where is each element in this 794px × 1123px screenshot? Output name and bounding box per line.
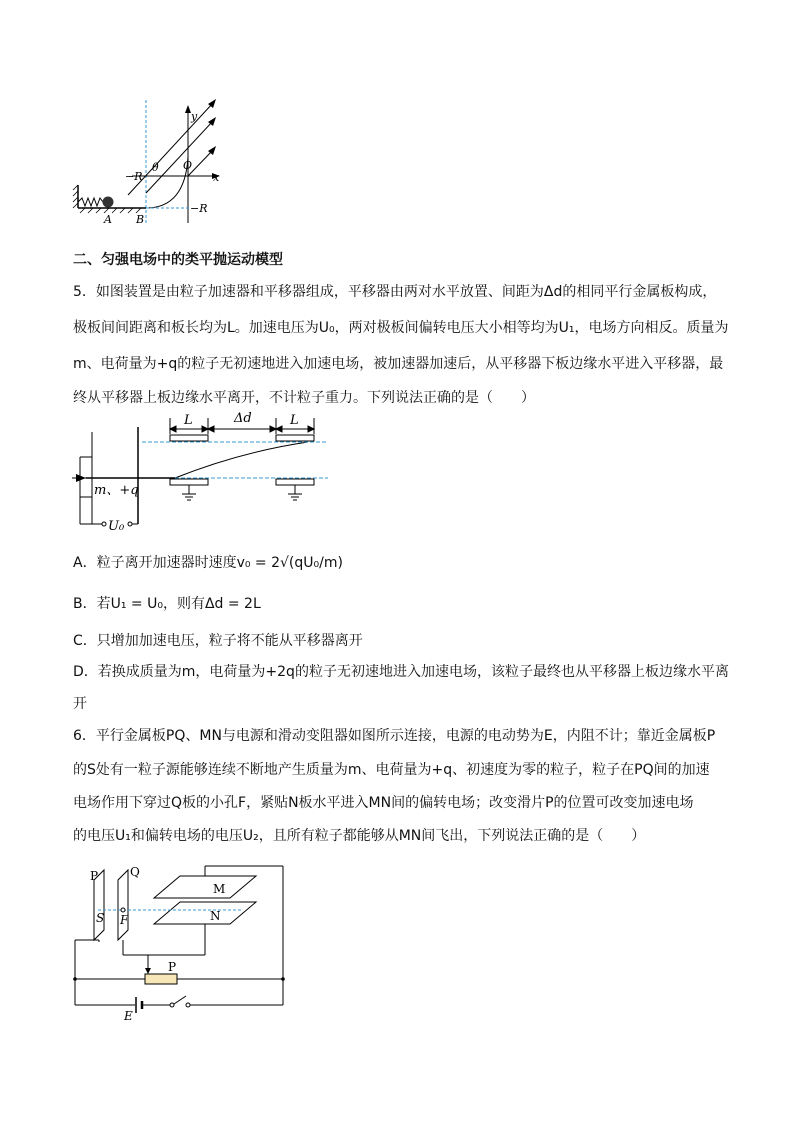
label-b: B [136,213,145,226]
label-l-second: L [290,413,299,428]
q6-line-3: 电场作用下穿过Q板的小孔F，紧贴N板水平进入MN间的偏转电场；改变滑片P的位置可改变加速电场 [73,795,694,811]
label-emf-e: E [124,1009,133,1022]
figure-plates-circuit [70,862,295,1022]
q5-line-2: 极板间间距离和板长均为L。加速电压为U₀，两对极板间偏转电压大小相等均为U₁，电场方向相反。质量为 [73,320,729,336]
label-source-s: S [96,911,105,925]
q5-line-4: 终从平移器上板边缘水平离开，不计粒子重力。下列说法正确的是（ ） [73,390,535,406]
label-plate-m: M [213,882,226,896]
label-u0: U₀ [108,519,125,534]
figure-trajectory [70,95,240,230]
label-origin: O [183,159,193,172]
section-heading: 二、匀强电场中的类平抛运动模型 [73,252,283,268]
label-plate-q: Q [130,865,140,879]
q5-option-d-line-2: 开 [73,696,87,712]
label-delta-d: Δd [234,412,252,426]
label-y: y [191,110,198,123]
q5-option-b: B．若U₁ = U₀，则有Δd = 2L [73,596,261,612]
label-a: A [104,213,112,226]
figure-accelerator-translator [70,412,340,537]
label-slider-p: P [168,960,177,974]
label-neg-r-left: −R [125,170,143,183]
q5-line-3: m、电荷量为+q的粒子无初速地进入加速电场，被加速器加速后，从平移器下板边缘水平进入平移器，最 [73,356,724,372]
label-neg-r-right: −R [190,202,208,215]
label-theta: θ [152,161,159,174]
label-hole-f: F [120,913,129,927]
q6-line-4: 的电压U₁和偏转电场的电压U₂，且所有粒子都能够从MN间飞出，下列说法正确的是（ ） [73,828,646,844]
label-plate-n: N [210,909,221,923]
label-l-first: L [184,413,193,428]
label-plate-p: P [90,869,99,883]
q5-option-c: C．只增加加速电压，粒子将不能从平移器离开 [73,633,363,649]
q5-option-a: A．粒子离开加速器时速度v₀ = 2√(qU₀/m) [73,555,343,571]
q5-line-1: 5．如图装置是由粒子加速器和平移器组成，平移器由两对水平放置、间距为Δd的相同平行金属板构成， [73,284,717,300]
q6-line-2: 的S处有一粒子源能够连续不断地产生质量为m、电荷量为+q、初速度为零的粒子，粒子在PQ间的加速 [73,762,710,778]
label-particle: m、+q [94,483,139,498]
q5-option-d-line-1: D．若换成质量为m，电荷量为+2q的粒子无初速地进入加速电场，该粒子最终也从平移器上板边缘水平离 [73,664,729,680]
label-x: x [213,171,220,184]
q6-line-1: 6．平行金属板PQ、MN与电源和滑动变阻器如图所示连接，电源的电动势为E，内阻不计；靠近金属板P [73,728,716,744]
